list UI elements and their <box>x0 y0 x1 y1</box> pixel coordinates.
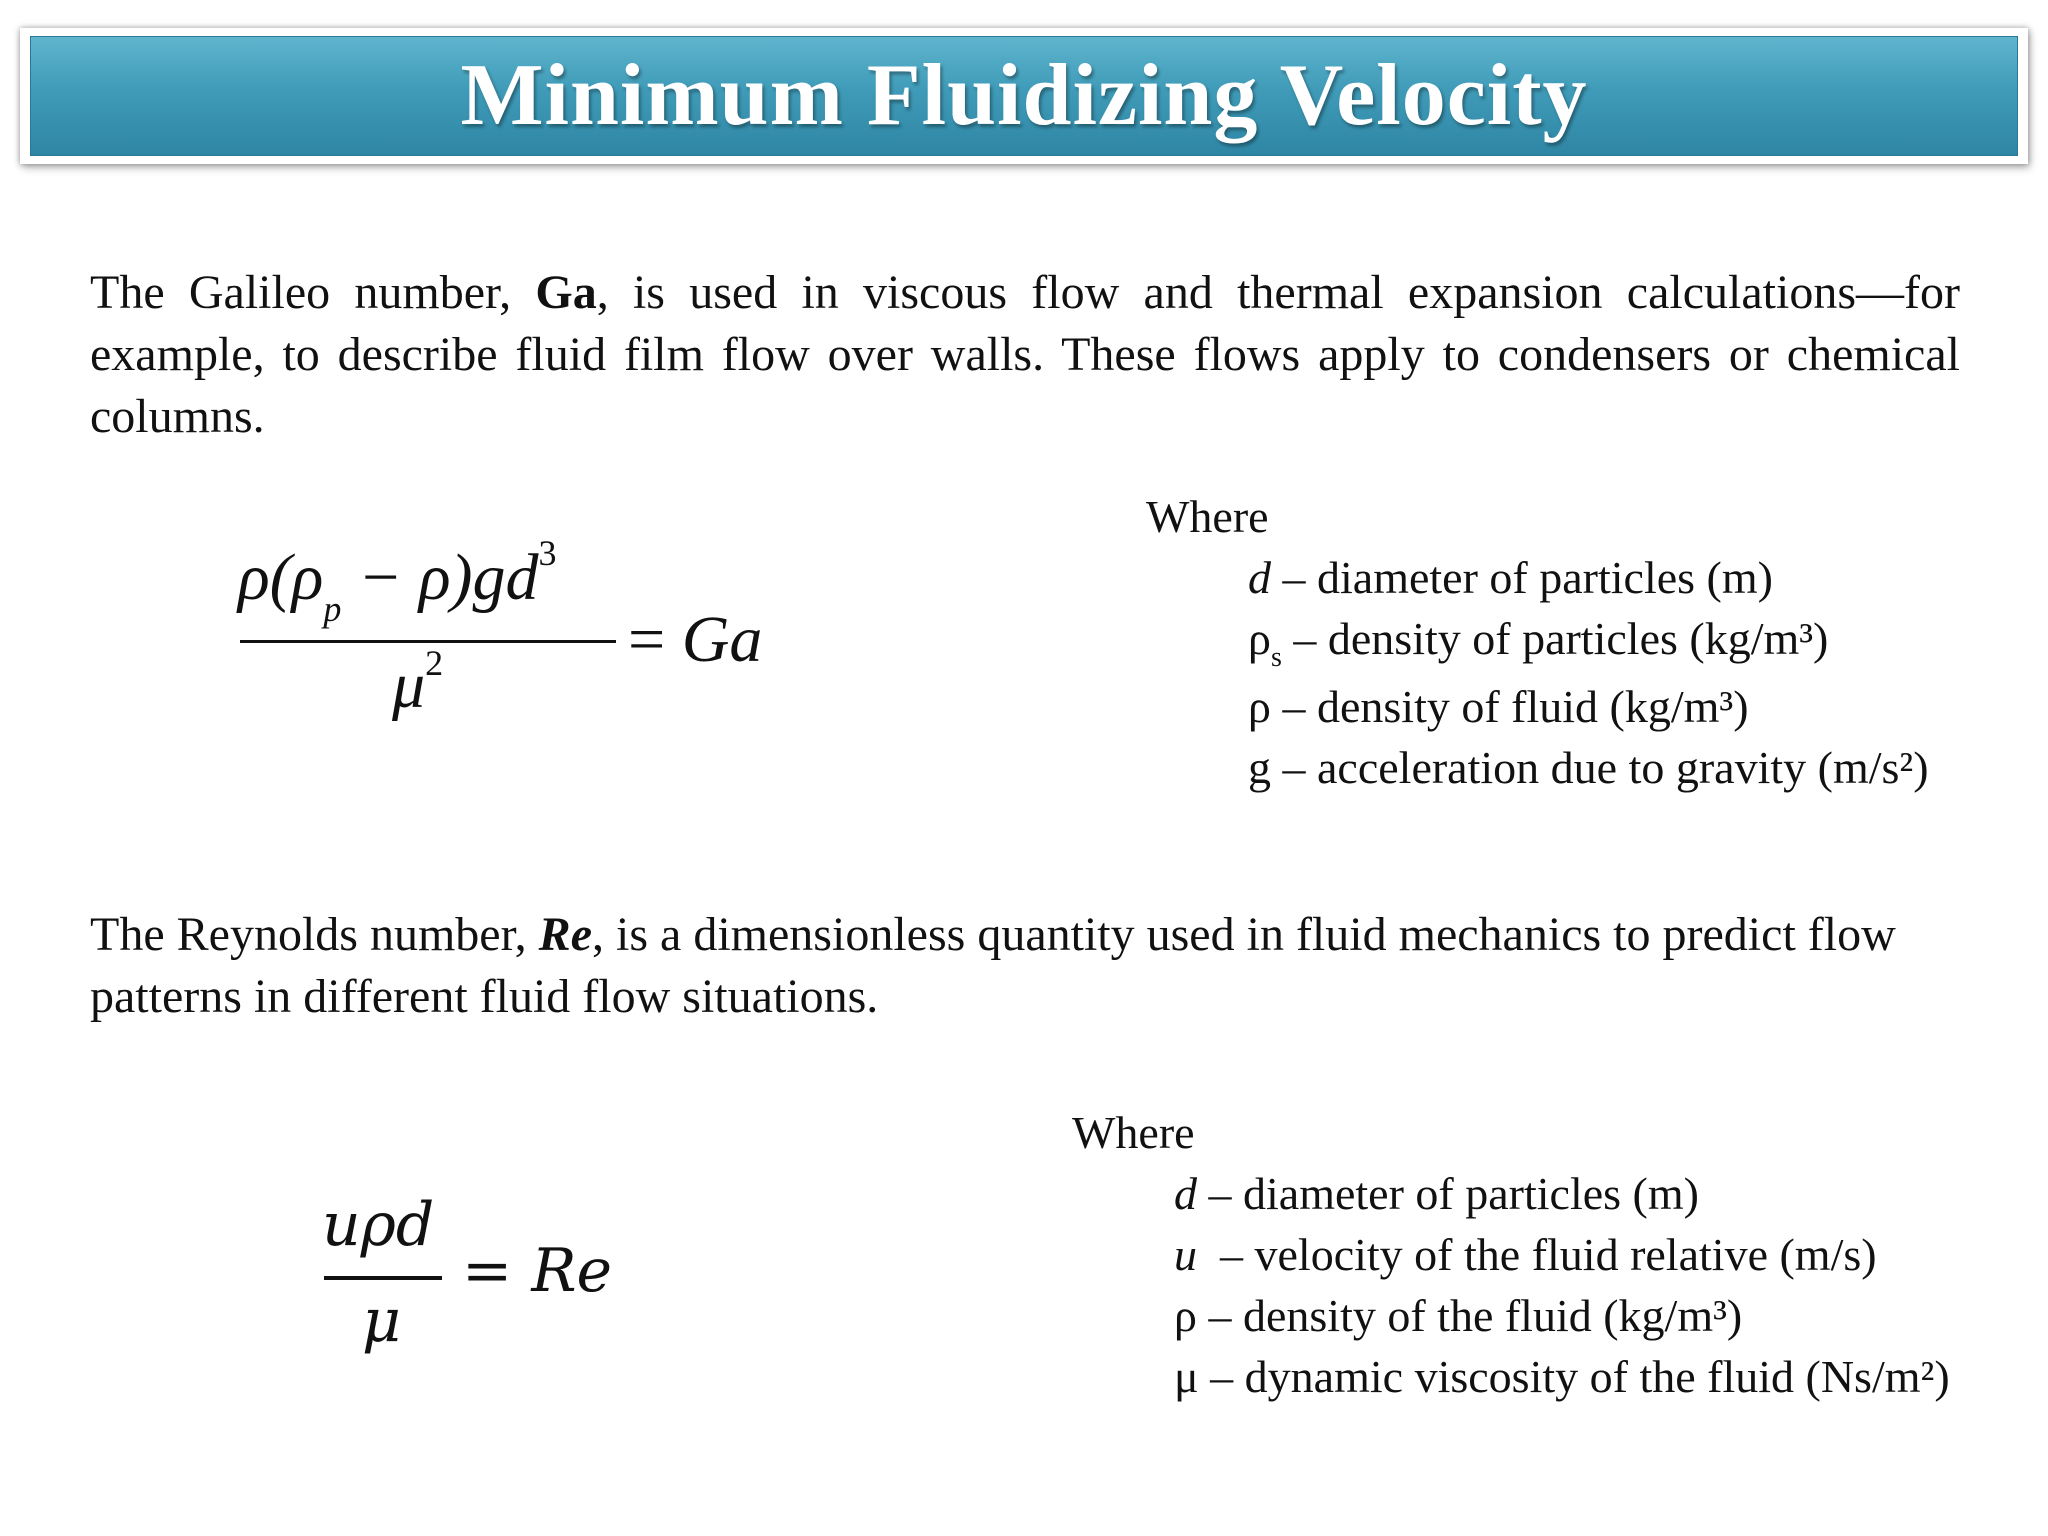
galileo-den-exponent: 2 <box>425 643 444 683</box>
galileo-paragraph-body: , is used in viscous flow and thermal expansion calculations—for example, to describe fluid film flow over walls. These flows apply to condensers or chemical columns. <box>90 266 1961 443</box>
reynolds-def-mu <box>1072 1346 1950 1407</box>
galileo-num-part-b: − ρ)gd <box>341 541 539 614</box>
galileo-def-d <box>1146 547 1929 608</box>
reynolds-def-u <box>1072 1224 1950 1285</box>
galileo-def-rho-s <box>1146 608 1929 676</box>
galileo-def-g <box>1146 737 1929 798</box>
def-symbol: u <box>1174 1229 1197 1280</box>
title-banner-frame <box>20 28 2028 164</box>
reynolds-equals-sign: = <box>462 1236 532 1306</box>
reynolds-rhs-symbol: Re <box>531 1236 613 1306</box>
def-symbol: d <box>1248 552 1271 603</box>
def-symbol: ρ <box>1248 613 1271 664</box>
galileo-definitions <box>1146 486 1929 798</box>
def-symbol: g <box>1248 742 1271 793</box>
galileo-numerator <box>238 533 557 629</box>
galileo-den-symbol: μ <box>392 649 426 722</box>
def-text: – density of fluid (kg/m³) <box>1270 681 1749 732</box>
galileo-num-exponent: 3 <box>538 533 557 573</box>
reynolds-def-rho <box>1072 1285 1950 1346</box>
reynolds-def-d <box>1072 1163 1950 1224</box>
galileo-paragraph <box>90 262 1960 448</box>
reynolds-where-label: Where <box>1072 1107 1195 1158</box>
galileo-where-label: Where <box>1146 491 1269 542</box>
reynolds-term: Re <box>538 908 592 961</box>
galileo-def-rho <box>1146 676 1929 737</box>
reynolds-paragraph-body: , is a dimensionless quantity used in fluid mechanics to predict flow patterns in different fluid flow situations. <box>90 908 1896 1023</box>
def-text: – diameter of particles (m) <box>1197 1168 1699 1219</box>
reynolds-equation <box>322 1190 642 1370</box>
reynolds-numerator: uρd <box>322 1190 435 1260</box>
reynolds-paragraph-intro: The Reynolds number, <box>90 908 539 961</box>
def-symbol: ρ <box>1174 1290 1197 1341</box>
def-text: – velocity of the fluid relative (m/s) <box>1197 1229 1877 1280</box>
def-text: – dynamic viscosity of the fluid (Ns/m²) <box>1198 1351 1950 1402</box>
galileo-rhs <box>628 602 762 678</box>
def-symbol: μ <box>1174 1351 1199 1402</box>
galileo-term: Ga <box>535 266 597 319</box>
def-text: – density of particles (kg/m³) <box>1281 613 1829 664</box>
def-text: – density of the fluid (kg/m³) <box>1196 1290 1743 1341</box>
galileo-paragraph-intro: The Galileo number, <box>90 266 536 319</box>
reynolds-denominator: μ <box>362 1286 401 1356</box>
reynolds-rhs <box>462 1236 612 1306</box>
galileo-denominator <box>392 643 444 724</box>
def-symbol: d <box>1174 1168 1197 1219</box>
title-banner <box>30 36 2018 156</box>
galileo-rhs-symbol: Ga <box>681 603 763 676</box>
def-symbol: ρ <box>1248 681 1271 732</box>
def-subscript: s <box>1270 642 1282 673</box>
galileo-equals-sign: = <box>628 603 682 676</box>
galileo-equation <box>238 533 798 740</box>
def-text: – diameter of particles (m) <box>1271 552 1773 603</box>
galileo-num-part-a: ρ(ρ <box>238 541 324 614</box>
def-text: – acceleration due to gravity (m/s²) <box>1271 742 1929 793</box>
reynolds-fraction-bar <box>324 1276 442 1280</box>
slide-title: Minimum Fluidizing Velocity <box>460 47 1588 144</box>
galileo-num-subscript: p <box>323 589 342 629</box>
reynolds-paragraph <box>90 904 1960 1028</box>
reynolds-definitions <box>1072 1102 1950 1407</box>
